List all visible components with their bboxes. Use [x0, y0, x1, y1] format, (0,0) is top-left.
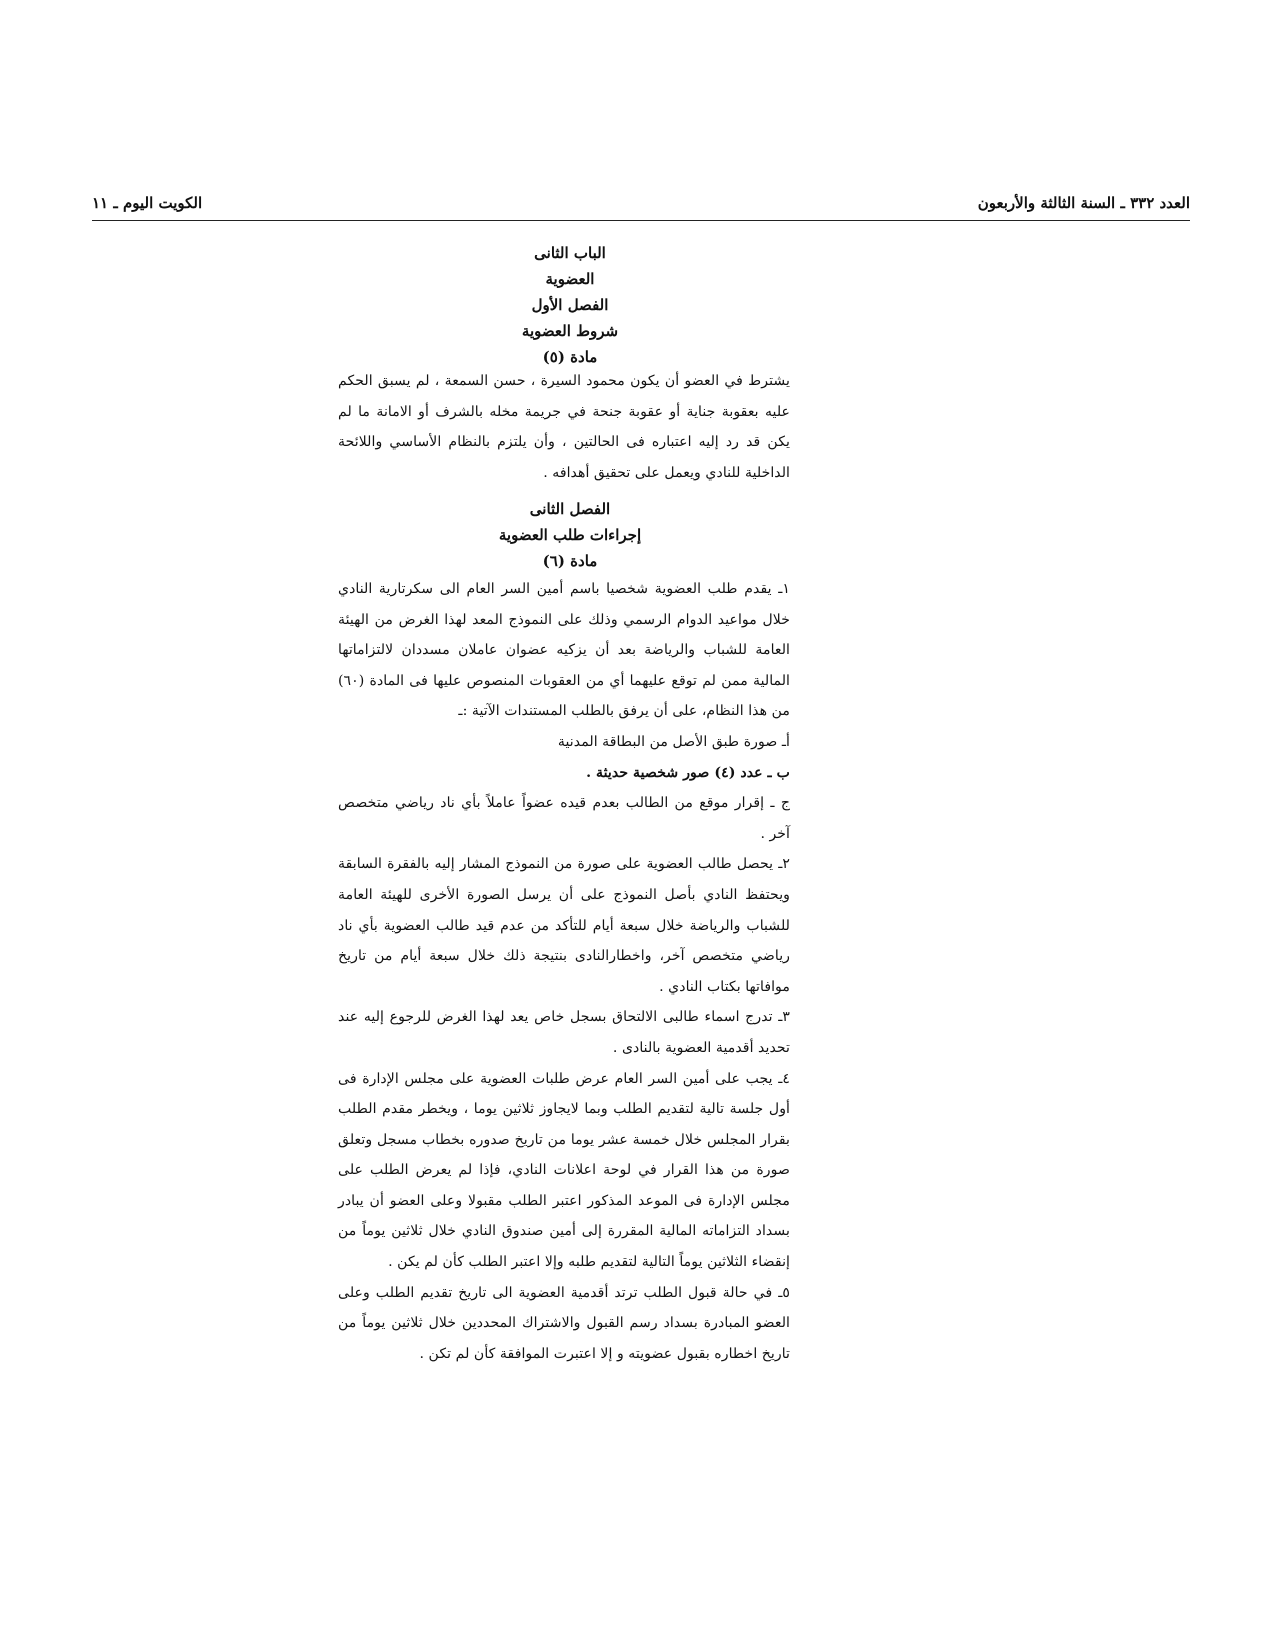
article-6-item-c: ج ـ إقرار موقع من الطالب بعدم قيده عضواً عاملاً بأي ناد رياضي متخصص آخر . — [338, 795, 790, 842]
article-number: مادة (٥) — [542, 348, 598, 366]
article-6-clause-4: ٤ـ يجب على أمين السر العام عرض طلبات العضوية على مجلس الإدارة فى أول جلسة تالية لتقديم الطلب وبما لايجاوز ثلاثين يوما ، ويخطر مقدم الطلب بقرار المجلس خلال خمسة عشر يوما من تاريخ صدوره بخطاب مسجل وتعلق صورة من هذا القرار في لوحة اعلانات النادي، فإذا لم يعرض الطلب على مجلس الإدارة فى الموعد المذكور اعتبر الطلب مقبولا وعلى العضو أن يبادر بسداد التزاماته المالية المقررة إلى أمين صندوق النادي خلال ثلاثين يوماً من إنقضاء الثلاثين يوماً التالية لتقديم طلبه وإلا اعتبر الطلب كأن لم يكن . — [338, 1070, 790, 1271]
part-subject: العضوية — [545, 270, 595, 288]
article-6-clause-2: ٢ـ يحصل طالب العضوية على صورة من النموذج المشار إليه بالفقرة السابقة ويحتفظ النادي بأصل النموذج على أن يرسل الصورة الأخرى للهيئة العامة للشباب والرياضة خلال سبعة أيام للتأكد من عدم قيد طالب العضوية بأي ناد رياضي متخصص آخر، واخطارالنادى بنتيجة ذلك خلال سبعة أيام من تاريخ موافاتها بكتاب النادي . — [338, 856, 790, 995]
issue-info: العدد ٣٣٢ ـ السنة الثالثة والأربعون — [977, 194, 1190, 212]
chapter-title: الفصل الأول — [531, 296, 609, 314]
page-header — [92, 194, 1190, 221]
article-5-body — [338, 366, 790, 488]
part-title: الباب الثانى — [534, 244, 606, 262]
article-6-clause-5: ٥ـ في حالة قبول الطلب ترتد أقدمية العضوية الى تاريخ تقديم الطلب وعلى العضو المبادرة بسداد رسم القبول والاشتراك المحددين خلال ثلاثين يوماً من تاريخ اخطاره بقبول عضويته و إلا اعتبرت الموافقة كأن لم تكن . — [338, 1284, 790, 1362]
chapter-two-section-headings — [340, 496, 800, 574]
chapter-title-2: الفصل الثانى — [529, 500, 611, 518]
chapter-two-headings — [340, 240, 800, 370]
article-5-text: يشترط في العضو أن يكون محمود السيرة ، حسن السمعة ، لم يسبق الحكم عليه بعقوبة جناية أو عقوبة جنحة في جريمة مخله بالشرف أو الامانة ما لم يكن قد رد إليه اعتباره فى الحالتين ، وأن يلتزم بالنظام الأساسي واللائحة الداخلية للنادي ويعمل على تحقيق أهدافه . — [338, 373, 790, 481]
article-6-item-a: أـ صورة طبق الأصل من البطاقة المدنية — [557, 733, 790, 750]
publication-page: الكويت اليوم ـ ١١ — [92, 194, 203, 212]
article-6-clause-1: ١ـ يقدم طلب العضوية شخصيا باسم أمين السر العام الى سكرتارية النادي خلال مواعيد الدوام الرسمي وذلك على النموذج المعد لهذا الغرض من الهيئة العامة للشباب والرياضة بعد أن يزكيه عضوان عاملان مسددان لالتزاماتها المالية ممن لم توقع عليهما أي من العقوبات المنصوص عليها فى المادة (٦٠) من هذا النظام، على أن يرفق بالطلب المستندات الآتية :ـ — [338, 581, 790, 720]
section-title-2: إجراءات طلب العضوية — [498, 526, 642, 544]
article-6-clause-3: ٣ـ تدرج اسماء طالبى الالتحاق بسجل خاص يعد لهذا الغرض للرجوع إليه عند تحديد أقدمية العضوية بالنادى . — [338, 1009, 790, 1056]
article-6-item-b: ب ـ عدد (٤) صور شخصية حديثة . — [586, 764, 790, 781]
article-number-2: مادة (٦) — [542, 552, 598, 570]
article-6-body — [338, 574, 790, 1369]
section-title: شروط العضوية — [521, 322, 619, 340]
